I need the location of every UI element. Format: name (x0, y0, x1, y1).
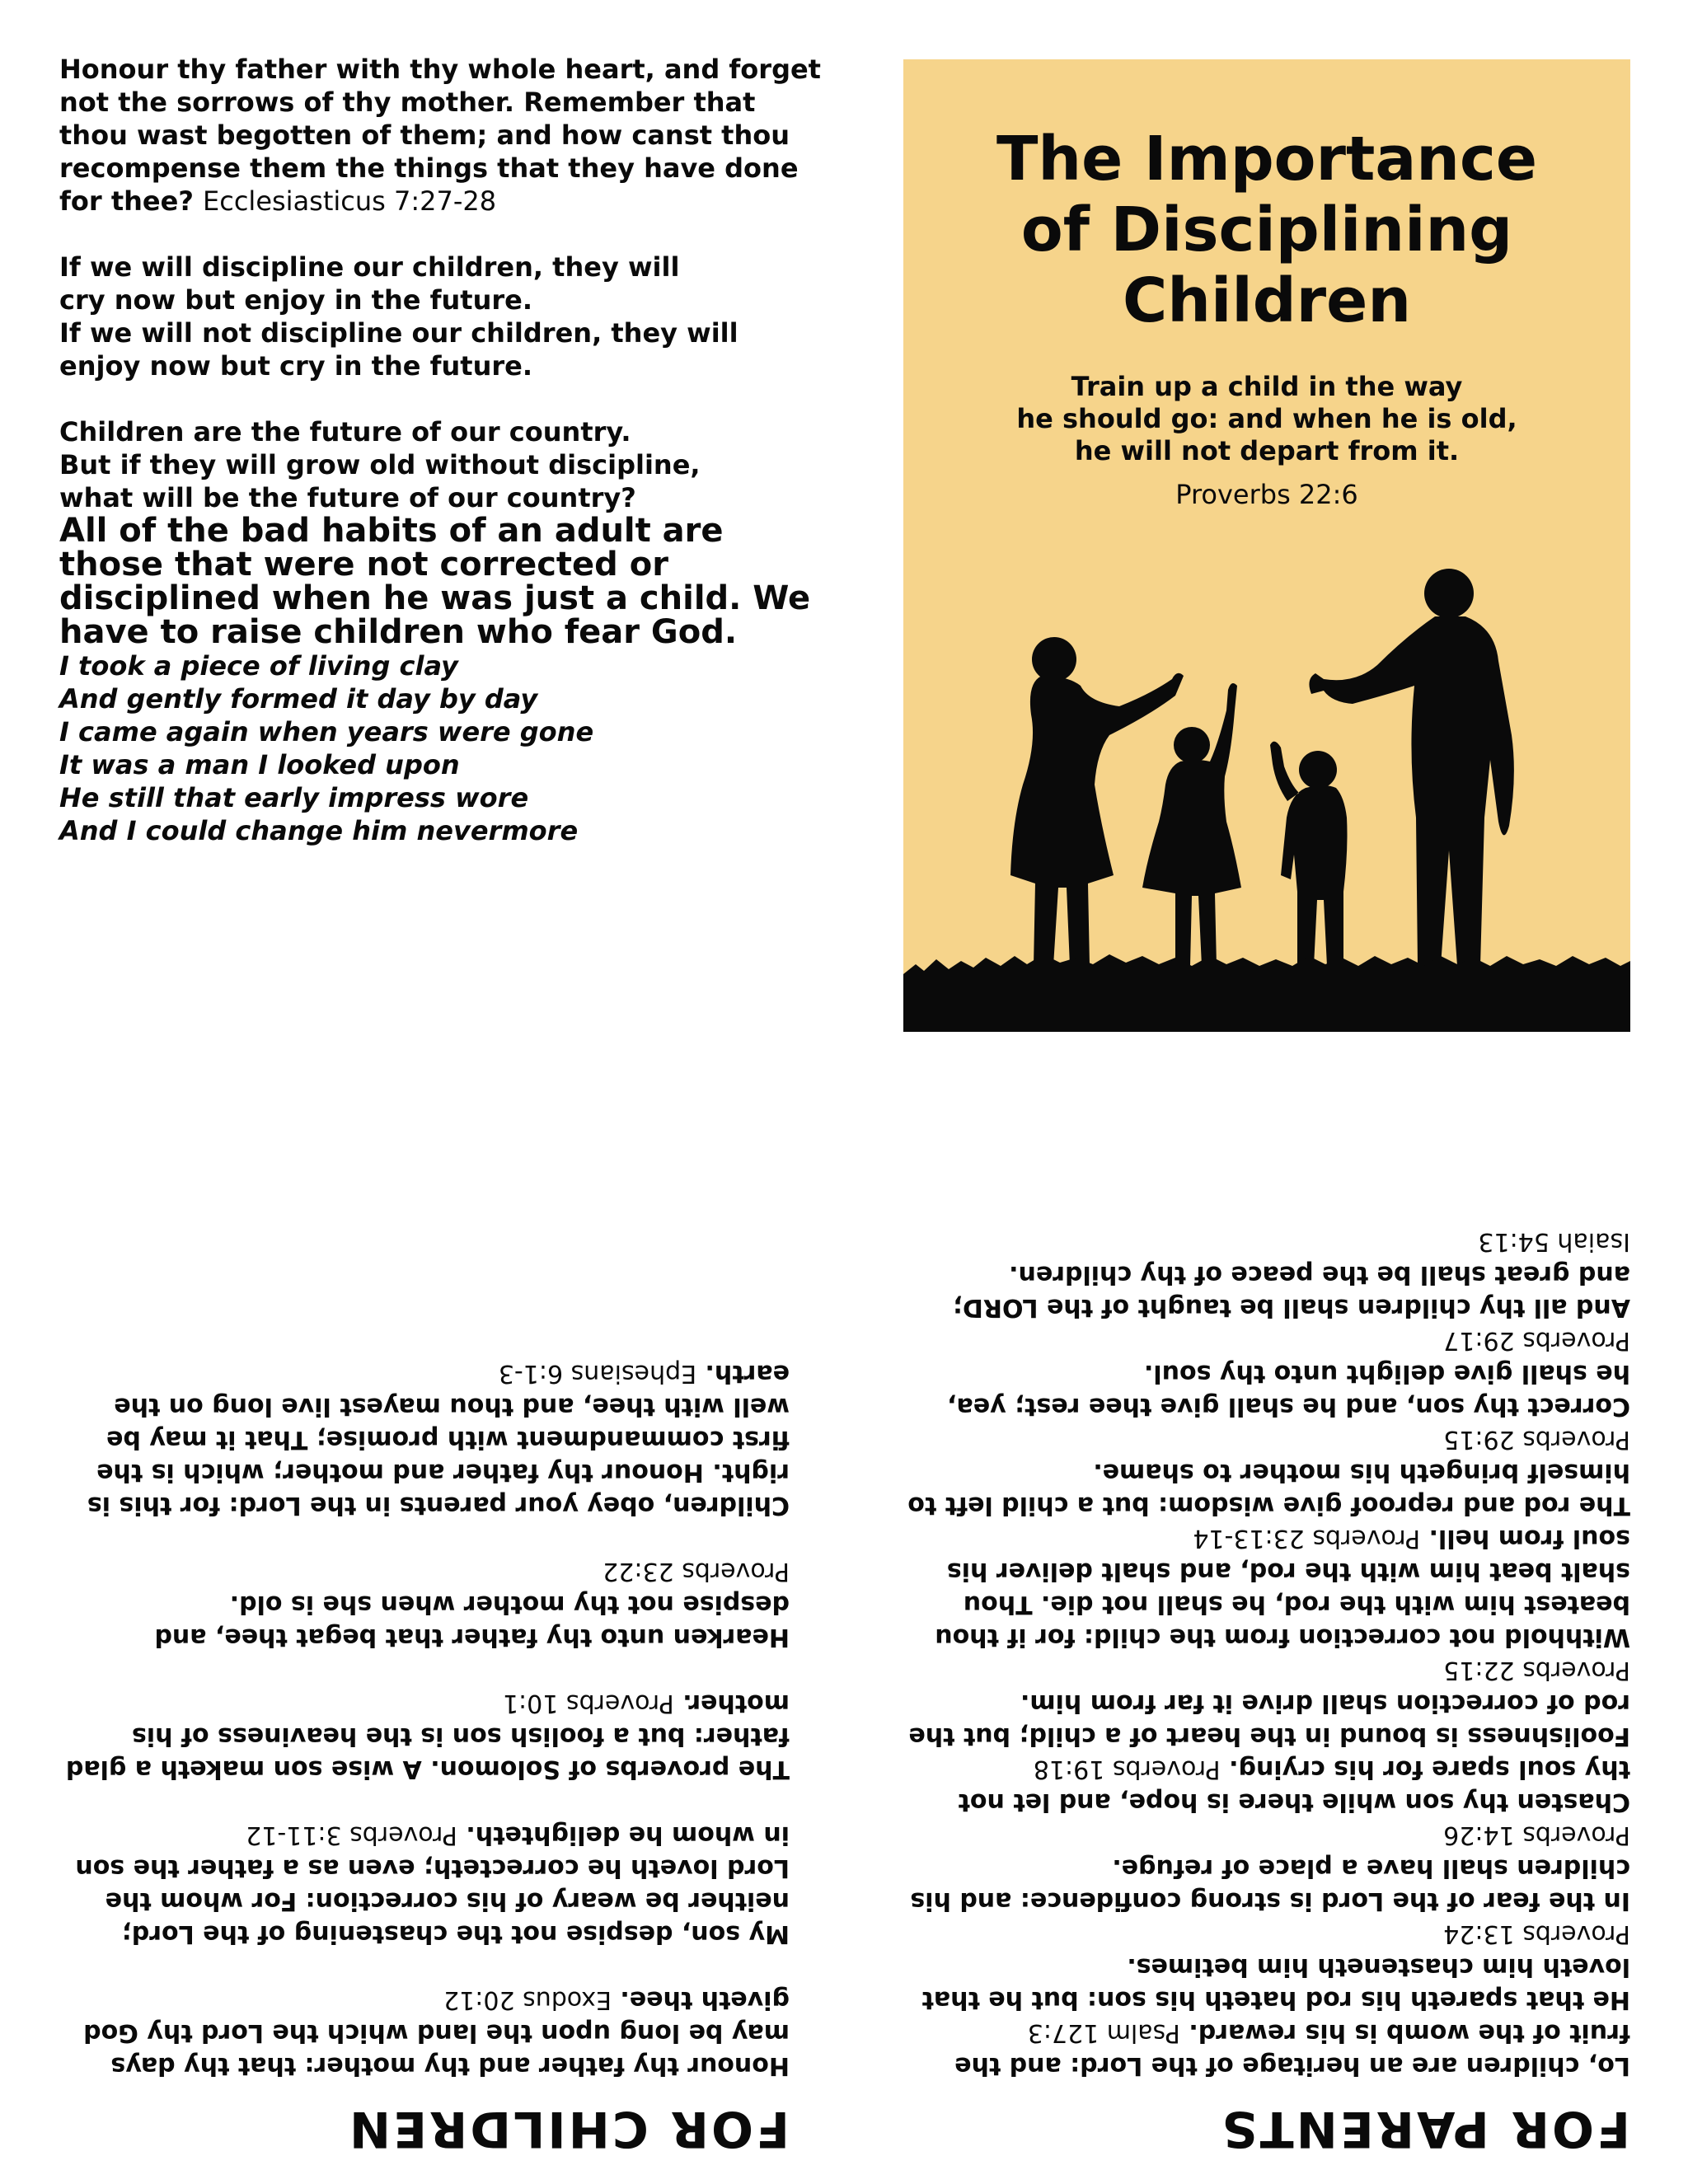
verse-text: Chasten thy son while there is hope, and let not thy soul spare for his crying. (958, 1755, 1630, 1816)
verse-reference: Ephesians 6:1-3 (498, 1359, 697, 1388)
country-paragraph (59, 415, 826, 514)
poem-line: It was a man I looked upon (59, 749, 460, 780)
cover-title-line: of Disciplining (1020, 194, 1513, 265)
children-verse-list (54, 1357, 790, 2082)
country-line-3: what will be the future of our country? (59, 482, 636, 513)
verse-text: In the fear of the Lord is strong confidence: and his children shall have a place of refuge. (910, 1854, 1630, 1915)
verse-reference: Psalm 127:3 (1027, 2018, 1180, 2047)
verse-text: Lo, children are an heritage of the Lord: and the fruit of the womb is his reward. (954, 2018, 1630, 2080)
poem (59, 649, 826, 847)
verse-reference: Proverbs 22:15 (1443, 1656, 1630, 1685)
poem-line: I came again when years were gone (59, 716, 594, 748)
verse-reference: Proverbs 23:22 (603, 1557, 790, 1586)
for-children-heading: FOR CHILDREN (346, 2100, 790, 2158)
cover-verse-line: Train up a child in the way (1071, 371, 1463, 402)
verse-reference: Proverbs 14:26 (1443, 1821, 1630, 1849)
intro-panel (59, 53, 826, 847)
poem-line: He still that early impress wore (59, 782, 529, 813)
verse-text: Honour thy father and thy mother: that thy days may be long upon the land which the Lord thy God giveth thee. (83, 1985, 790, 2080)
children-verse (54, 1983, 790, 2082)
verse-text: My son, despise not the chastening of the Lord; neither be weary of his correction: For whom the Lord loveth he correcteth; even as a father the son in whom he delighteth. (75, 1821, 790, 1948)
poem-line: I took a piece of living clay (59, 650, 458, 682)
verse-reference: Proverbs 19:18 (1033, 1755, 1221, 1783)
intro-paragraph-honour (59, 53, 826, 218)
verse-text: He that spareth his rod hateth his son: but he that loveth him chasteneth him betimes. (921, 1952, 1630, 2014)
cover-verse-reference: Proverbs 22:6 (1175, 479, 1358, 510)
country-line-2: But if they will grow old without discipline, (59, 449, 701, 480)
poem-line: And I could change him nevermore (59, 815, 579, 846)
parents-verse (905, 1818, 1630, 1917)
parents-verse (905, 1521, 1630, 1653)
verse-text: And all thy children shall be taught of the LORD; and great shall be the peace of thy children. (952, 1260, 1630, 1322)
verse-text: Hearken unto thy father that begat thee, and despise not thy mother when she is old. (154, 1590, 790, 1652)
for-parents-panel (905, 1185, 1630, 2158)
verse-text: Correct thy son, and he shall give thee rest; yea, he shall give delight unto thy soul. (947, 1359, 1630, 1421)
children-verse (54, 1686, 790, 1785)
boy-silhouette (1270, 742, 1348, 966)
intro-text: Honour thy father with thy whole heart, and forget not the sorrows of thy mother. Remember that thou wast begotten of them; and how canst thou recompense them the things that they have done for thee? (59, 54, 821, 217)
verse-reference: Isaiah 54:13 (1478, 1227, 1630, 1256)
parents-verse (905, 1917, 1630, 2016)
parents-verse-list (905, 1225, 1630, 2082)
bad-habits-statement: All of the bad habits of an adult are those that were not corrected or disciplined when he was just a child. We have to raise children who fear God. (59, 512, 811, 651)
parents-verse (905, 1752, 1630, 1818)
discipline-paragraph (59, 251, 826, 382)
for-parents-heading: FOR PARENTS (1219, 2100, 1630, 2158)
verse-reference: Proverbs 3:11-12 (246, 1821, 457, 1849)
parents-verse (905, 1225, 1630, 1324)
for-children-panel (54, 1317, 790, 2158)
verse-text: Children, obey your parents in the Lord: for this is right. Honour thy father and mother; which is the first commandment with promise; That it may be well with thee, and thou mayest live long on the earth. (87, 1359, 790, 1520)
cover-verse-line: he should go: and when he is old, (1016, 403, 1517, 434)
country-line-1: Children are the future of our country. (59, 416, 631, 448)
verse-reference: Exodus 20:12 (443, 1985, 612, 2014)
parents-verse (905, 1653, 1630, 1752)
cover-panel (903, 59, 1630, 1032)
discipline-line-1: If we will discipline our children, they will (59, 251, 680, 283)
parents-verse (905, 1422, 1630, 1521)
verse-reference: Proverbs 13:24 (1443, 1919, 1630, 1948)
verse-reference: Proverbs 10:1 (502, 1689, 674, 1718)
children-verse (54, 1818, 790, 1950)
poem-line: And gently formed it day by day (59, 683, 538, 715)
verse-text: The proverbs of Solomon. A wise son maketh a glad father: but a foolish son is the heaviness of his mother. (65, 1689, 790, 1783)
discipline-line-4: enjoy now but cry in the future. (59, 350, 533, 382)
verse-text: The rod and reproof give wisdom: but a child left to himself bringeth his mother to shame. (907, 1458, 1630, 1520)
parents-verse (905, 2016, 1630, 2082)
parents-verse (905, 1324, 1630, 1422)
cover-verse (903, 371, 1630, 467)
verse-reference: Proverbs 23:13-14 (1193, 1524, 1421, 1553)
intro-reference: Ecclesiasticus 7:27-28 (203, 185, 497, 217)
children-verse (54, 1357, 790, 1521)
cover-title-line: The Importance (996, 124, 1538, 194)
verse-reference: Proverbs 29:15 (1443, 1425, 1630, 1454)
grass-ground (903, 954, 1630, 1032)
verse-reference: Proverbs 29:17 (1443, 1326, 1630, 1355)
verse-text: Foolishness is bound in the heart of a child; but the rod of correction shall drive it far from him. (908, 1689, 1630, 1750)
girl-silhouette (1142, 683, 1241, 966)
cover-title (903, 124, 1630, 336)
discipline-line-2: cry now but enjoy in the future. (59, 284, 533, 316)
cover-title-line: Children (1122, 265, 1412, 336)
children-verse (54, 1554, 790, 1653)
discipline-line-3: If we will not discipline our children, they will (59, 317, 738, 349)
cover-verse-line: he will not depart from it. (1074, 435, 1460, 466)
verse-text: Withhold not correction from the child: for if thou beatest him with the rod, he shall not die. Thou shalt beat him with the rod, and shalt deliver his soul from hell. (935, 1524, 1630, 1652)
mother-silhouette (1010, 637, 1184, 966)
